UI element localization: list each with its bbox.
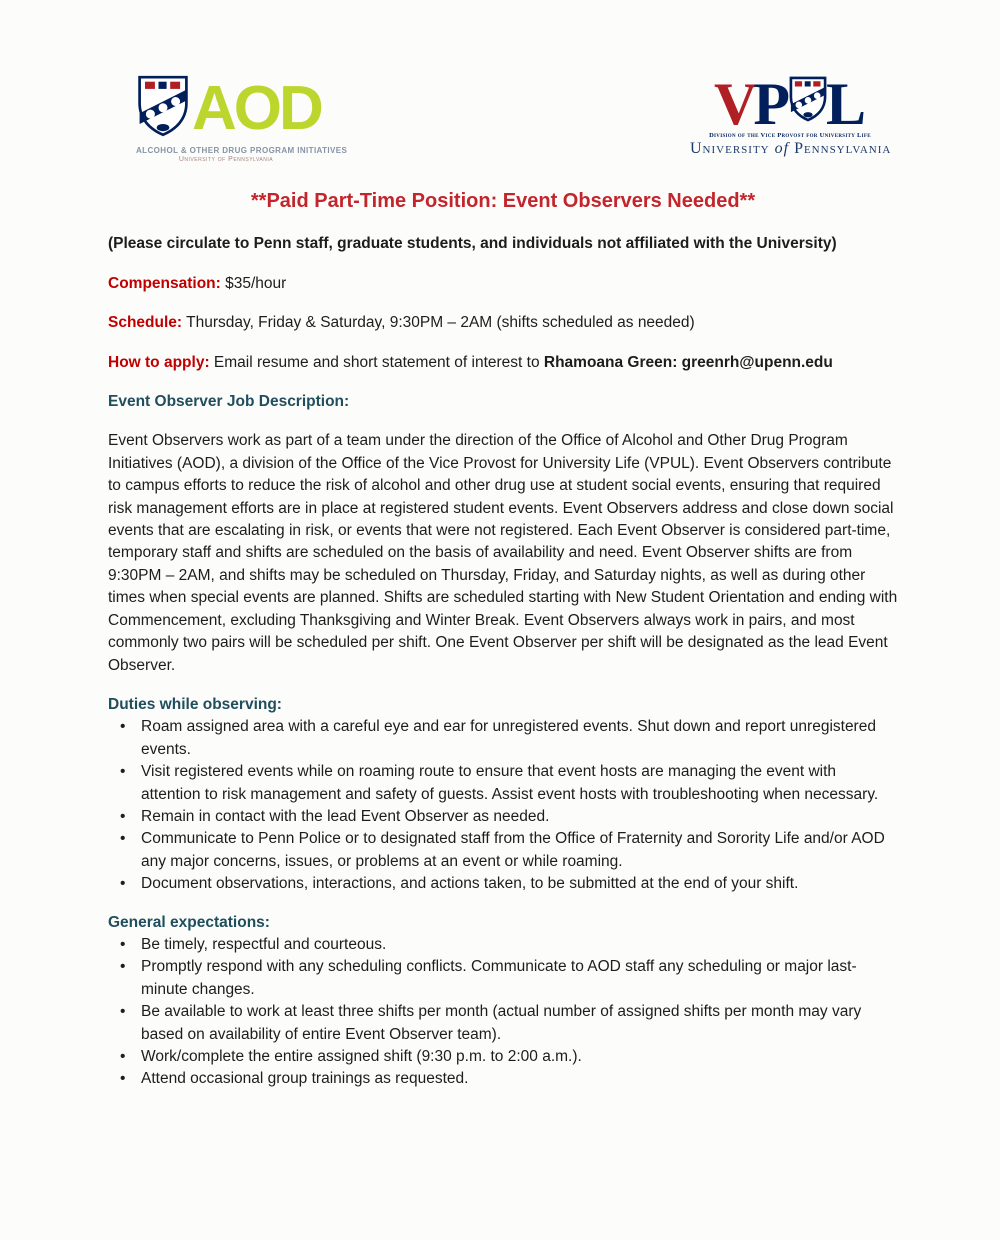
aod-university-line: University of Pennsylvania <box>178 156 274 163</box>
aod-tagline: ALCOHOL & OTHER DRUG PROGRAM INITIATIVES <box>136 146 348 155</box>
duties-heading: Duties while observing: <box>108 695 282 713</box>
schedule-line <box>108 312 898 334</box>
penn-shield-icon <box>136 74 190 143</box>
job-description-heading: Event Observer Job Description: <box>108 393 350 411</box>
vpul-letter-l: L <box>825 71 867 137</box>
expectation-item: • Be available to work at least three shifts per month (actual number of assigned shifts per month may vary based on availability of entire Event Observer team). <box>108 1001 898 1046</box>
flyer-content <box>108 186 898 1107</box>
duty-item: • Visit registered events while on roaming route to ensure that event hosts are managing the event with attention to risk management and safety of guests. Assist event hosts with troubleshooting when necessary. <box>108 761 898 806</box>
expectations-heading: General expectations: <box>108 913 270 931</box>
vpul-university-word2: Pennsylvania <box>794 140 892 157</box>
vpul-university-word1: University <box>690 140 770 157</box>
aod-lockup <box>136 73 321 143</box>
expectation-item: • Attend occasional group trainings as requested. <box>108 1068 898 1090</box>
schedule-value: Thursday, Friday & Saturday, 9:30PM – 2AM (shifts scheduled as needed) <box>182 314 695 332</box>
aod-logo <box>136 73 348 163</box>
expectations-list <box>108 934 898 1091</box>
vpul-letter-v: V <box>713 71 758 137</box>
duty-item: • Remain in contact with the lead Event Observer as needed. <box>108 806 898 828</box>
duty-item: • Roam assigned area with a careful eye and ear for unregistered events. Shut down and report unregistered events. <box>108 716 898 761</box>
aod-acronym: AOD <box>192 73 321 143</box>
how-to-apply-line <box>108 352 898 374</box>
duties-list <box>108 716 898 895</box>
expectation-item: • Work/complete the entire assigned shift (9:30 p.m. to 2:00 a.m.). <box>108 1046 898 1068</box>
expectation-item: • Be timely, respectful and courteous. <box>108 934 898 956</box>
vpul-logo <box>690 71 892 158</box>
duty-item: • Communicate to Penn Police or to designated staff from the Office of Fraternity and Sorority Life and/or AOD any major concerns, issues, or problems at an event or while roaming. <box>108 828 898 873</box>
how-to-apply-value: Email resume and short statement of interest to <box>209 353 544 371</box>
duty-item: • Document observations, interactions, and actions taken, to be submitted at the end of your shift. <box>108 873 898 895</box>
vpul-shield-icon <box>788 76 828 128</box>
vpul-letter-p: P <box>753 71 790 137</box>
flyer-title: **Paid Part-Time Position: Event Observers Needed** <box>250 190 756 212</box>
expectation-item: • Promptly respond with any scheduling conflicts. Communicate to AOD staff any scheduling or major last-minute changes. <box>108 956 898 1001</box>
job-description-paragraph: Event Observers work as part of a team under the direction of the Office of Alcohol and Other Drug Program Initiatives (AOD), a division of the Office of the Vice Provost for University Life (VPUL). Event Observers contribute to campus efforts to reduce the risk of alcohol and other drug use at student social events, ensuring that required risk management efforts are in place at registered student events. Event Observers address and close down social events that are escalating in risk, or events that were not registered. Each Event Observer is considered part-time, temporary staff and shifts are scheduled on the basis of availability and need. Event Observer shifts are from 9:30PM – 2AM, and shifts may be scheduled on Thursday, Friday, and Saturday nights, as well as during other times when special events are planned. Shifts are scheduled starting with New Student Orientation and ending with Commencement, excluding Thanksgiving and Winter Break. Event Observers always work in pairs, and most commonly two pairs will be scheduled per shift. One Event Observer per shift will be designated as the lead Event Observer. <box>108 432 898 674</box>
schedule-label: Schedule: <box>108 314 183 332</box>
compensation-label: Compensation: <box>108 274 221 292</box>
compensation-line <box>108 273 898 295</box>
vpul-university-line <box>690 140 890 158</box>
vpul-university-of: of <box>774 140 790 157</box>
circulation-note: (Please circulate to Penn staff, graduate students, and individuals not affiliated with the University) <box>108 235 837 253</box>
apply-contact-email: Rhamoana Green: greenrh@upenn.edu <box>543 353 833 371</box>
how-to-apply-label: How to apply: <box>108 353 210 371</box>
vpul-division-line: Division of the Vice Provost for University Life <box>709 132 871 139</box>
compensation-value: $35/hour <box>220 274 287 292</box>
